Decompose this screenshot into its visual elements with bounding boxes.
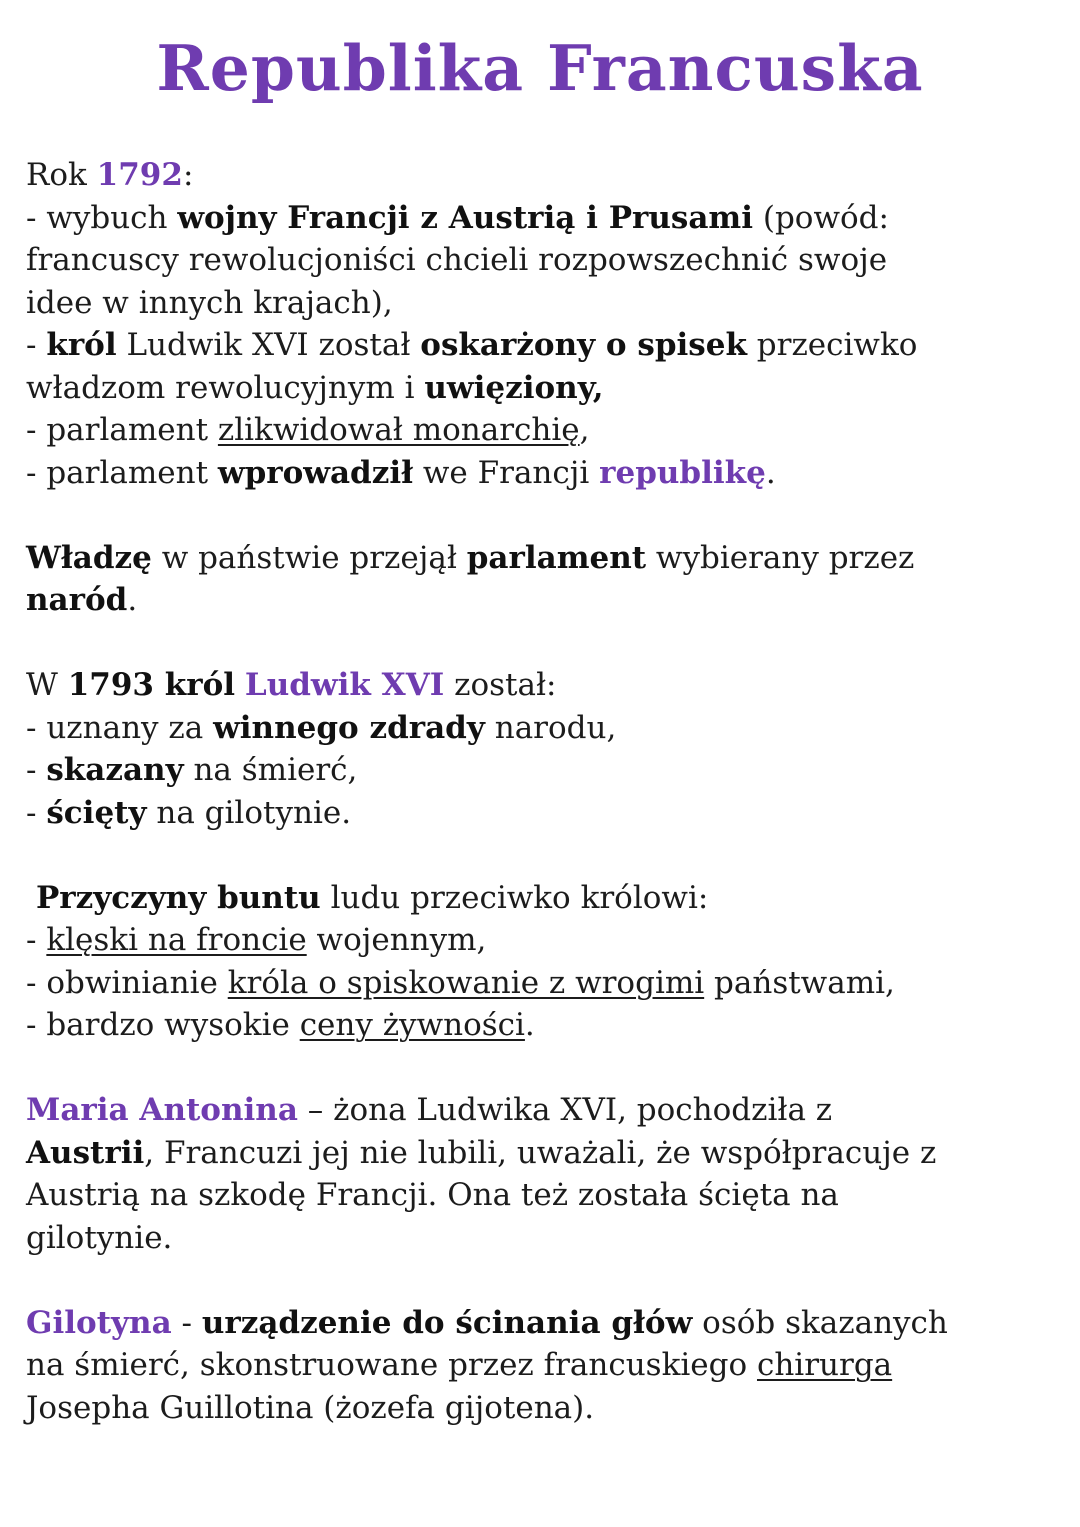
purple-term: republikę	[599, 454, 766, 491]
text-run: :	[182, 157, 194, 193]
purple-term: Gilotyna	[26, 1304, 172, 1341]
underlined-term: klęski na froncie	[46, 922, 307, 958]
text-run: - parlament	[26, 412, 218, 448]
bold-term: naród	[26, 582, 128, 618]
text-run: Ludwik XVI został	[116, 327, 421, 363]
purple-term: Ludwik XVI	[244, 667, 445, 703]
paragraph-gap	[26, 622, 1066, 665]
text-run: .	[127, 582, 138, 618]
bold-term: uwięziony,	[424, 369, 604, 406]
text-line	[26, 962, 1066, 1005]
text-run: -	[26, 794, 47, 831]
text-run: Rok	[26, 157, 97, 193]
text-run	[235, 667, 245, 703]
bold-term: wprowadził	[217, 454, 414, 491]
bold-term: król	[46, 327, 117, 363]
section-1792	[26, 154, 1066, 494]
text-run: został:	[444, 667, 557, 703]
bold-term: urządzenie do ścinania głów	[201, 1304, 693, 1341]
text-run: we Francji	[413, 454, 600, 491]
text-line	[26, 537, 1066, 580]
text-line	[26, 664, 1066, 707]
text-run: - parlament	[26, 454, 218, 491]
text-run: -	[26, 922, 47, 958]
text-run: wybierany przez	[646, 539, 915, 576]
text-line	[26, 919, 1066, 962]
text-run: -	[171, 1304, 202, 1341]
purple-term: Maria Antonina	[26, 1092, 298, 1128]
underlined-term: ceny żywności	[299, 1007, 525, 1043]
text-line: francuscy rewolucjoniści chcieli rozpowszechnić swoje	[26, 242, 888, 278]
bold-term: parlament	[466, 539, 647, 576]
text-run: przeciwko	[746, 327, 918, 363]
paragraph-gap	[26, 1259, 1066, 1302]
text-run: -	[26, 327, 47, 363]
underlined-term: chirurga	[756, 1347, 893, 1383]
text-line: gilotynie.	[26, 1219, 173, 1256]
underlined-term: zlikwidował monarchię	[217, 412, 580, 448]
text-run: narodu,	[484, 709, 617, 746]
text-run: -	[26, 752, 47, 788]
text-run: osób skazanych	[692, 1304, 948, 1341]
section-gilotyna	[26, 1302, 1066, 1430]
text-run: na śmierć, skonstruowane przez francuskiego	[26, 1347, 757, 1383]
text-line	[26, 749, 1066, 792]
text-line	[26, 1302, 1066, 1345]
text-run: ludu przeciwko królowi:	[320, 879, 709, 916]
text-line	[26, 154, 1066, 197]
page-title: Republika Francuska	[156, 31, 924, 105]
section-1793	[26, 664, 1066, 834]
text-line	[26, 1132, 1066, 1175]
underlined-term: króla o spiskowanie z wrogimi	[227, 964, 705, 1001]
paragraph-gap	[26, 494, 1066, 537]
text-line: Austrią na szkodę Francji. Ona też została ścięta na	[26, 1177, 839, 1213]
section-causes	[26, 877, 1066, 1047]
bold-term: Austrii	[26, 1134, 145, 1171]
text-run: ,	[579, 412, 590, 448]
text-run: (powód:	[753, 199, 889, 236]
bold-term: 1793 król	[67, 667, 236, 703]
text-run: na śmierć,	[183, 752, 358, 788]
text-line	[26, 324, 1066, 367]
year-highlight: 1792	[96, 157, 183, 193]
text-run: , Francuzi jej nie lubili, uważali, że współpracuje z	[144, 1134, 937, 1171]
text-run: wojennym,	[306, 922, 487, 958]
text-line	[26, 792, 1066, 835]
text-run: – żona Ludwika XVI, pochodziła z	[297, 1092, 833, 1128]
text-run: .	[765, 454, 776, 491]
paragraph-gap	[26, 1047, 1066, 1090]
text-run: - obwinianie	[26, 964, 228, 1001]
text-line	[26, 409, 1066, 452]
text-run: - wybuch	[26, 199, 178, 236]
text-line	[26, 1089, 1066, 1132]
section-power	[26, 537, 1066, 622]
section-maria-antonina	[26, 1089, 1066, 1259]
bold-term: skazany	[46, 752, 184, 788]
text-line	[26, 197, 1066, 240]
text-run: - uznany za	[26, 709, 214, 746]
text-line	[26, 367, 1066, 410]
text-run: na gilotynie.	[146, 794, 352, 831]
text-run: .	[524, 1007, 535, 1043]
text-line	[26, 877, 1066, 920]
text-line: idee w innych krajach),	[26, 284, 393, 321]
bold-term: Władzę	[26, 539, 152, 576]
text-line	[26, 1004, 1066, 1047]
bold-term: ścięty	[46, 794, 147, 831]
bold-term: wojny Francji z Austrią i Prusami	[177, 199, 753, 236]
bold-term: winnego zdrady	[213, 709, 485, 746]
text-line	[26, 579, 1066, 622]
text-run: w państwie przejął	[151, 539, 467, 576]
text-run: państwami,	[704, 964, 895, 1001]
bold-term: Przyczyny buntu	[36, 879, 321, 916]
text-run: władzom rewolucyjnym i	[26, 369, 425, 406]
text-run: - bardzo wysokie	[26, 1007, 300, 1043]
text-line: Josepha Guillotina (żozefa gijotena).	[26, 1389, 595, 1426]
text-run: W	[26, 667, 68, 703]
text-line	[26, 707, 1066, 750]
bold-term: oskarżony o spisek	[420, 327, 747, 363]
paragraph-gap	[26, 834, 1066, 877]
document-body	[26, 154, 1066, 1429]
text-line	[26, 452, 1066, 495]
text-line	[26, 1344, 1066, 1387]
